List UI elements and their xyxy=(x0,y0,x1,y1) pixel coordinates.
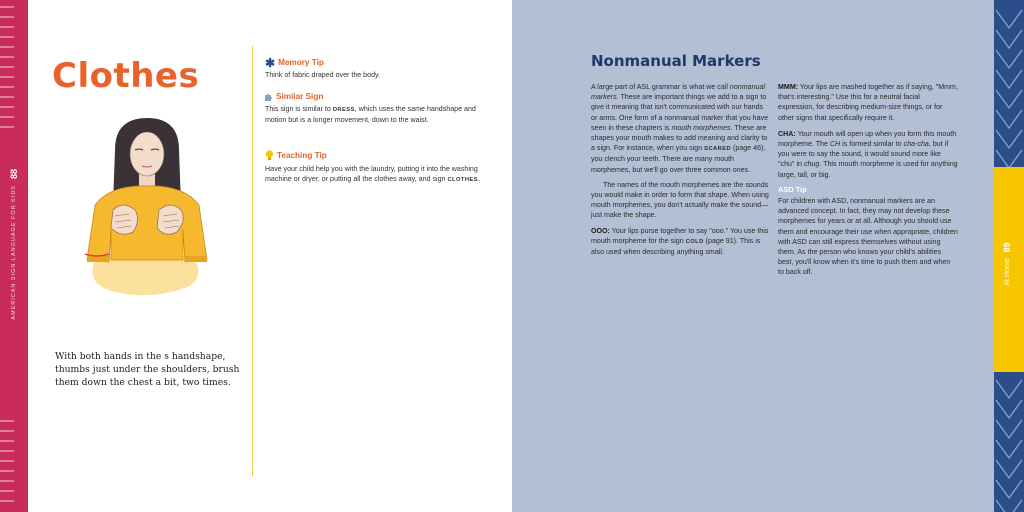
intro-paragraph: A large part of ASL grammar is what we call nonmanual markers. These are important things we add to a sign to give it meaning that isn't communicated with our hands or arms. One form of a nonmanual marker that you have seen in these chapters is mouth morphemes. These are shapes your mouth makes to add meaning and clarity to a sign. For instance, when you sign SCARED (page 46), you clench your teeth. There are many mouth morphemes, but we'll go over three common ones. xyxy=(591,83,769,174)
running-head: AMERICAN SIGN LANGUAGE FOR KIDS xyxy=(11,185,17,320)
ooo-paragraph: OOO: Your lips purse together to say "ooo." You use this mouth morpheme for the sign COLD (page 91). This is also used when describing anything small. xyxy=(591,226,769,257)
memory-tip-body: Think of fabric draped over the body. xyxy=(265,71,381,79)
teaching-tip xyxy=(265,150,495,185)
morpheme-names-paragraph: The names of the mouth morphemes are the sounds you would make in order to form that shape. When using mouth morphemes, you don't actually make the sound—just make the shape. xyxy=(591,180,769,220)
asd-tip-body: For children with ASD, nonmanual markers are an advanced concept. In fact, they may not develop these morphemes for years or at all. Although you should use them and encourage their use when appropriate, children with ASD can still express themselves without using them. As the person who knows your child's abilities best, you'll know when it's time to push them and when to back off. xyxy=(778,197,958,277)
page-title: Clothes xyxy=(52,56,200,96)
tips-divider xyxy=(252,46,253,476)
lightbulb-icon xyxy=(265,150,274,161)
memory-tip-heading: Memory Tip xyxy=(278,58,324,67)
page-number: 88 xyxy=(9,169,19,180)
mmm-paragraph: MMM: Your lips are mashed together as if saying, "Mmm, that's interesting." Use this for a neutral facial expression, for describing medium-size things, or for other signs that specifically require it. xyxy=(778,83,958,122)
chapter-tab xyxy=(994,167,1024,372)
similar-sign-body: This sign is similar to DRESS, which uses the same handshape and motion but is a longer movement, down to the waist. xyxy=(265,105,476,125)
sign-illustration xyxy=(55,110,235,300)
teaching-tip-heading: Teaching Tip xyxy=(277,151,327,160)
teaching-tip-body: Have your child help you with the laundry, putting it into the washing machine or dryer, or putting all the clothes away, and sign CLOTHES. xyxy=(265,165,480,184)
cha-paragraph: CHA: Your mouth will open up when you form this mouth morpheme. The CH is formed similar to cha-cha, but if you were to say the sound, it would sound more like "chu" in chug. This mouth morpheme is used for anything large, tall, or big. xyxy=(778,129,958,179)
asd-tip-heading: ASD Tip xyxy=(778,184,807,194)
asterisk-icon: ✱ xyxy=(265,55,276,70)
text-column-2 xyxy=(778,82,958,283)
sign-instructions: With both hands in the s handshape, thumbs just under the shoulders, brush them down the chest a bit, two times. xyxy=(55,351,240,388)
memory-tip xyxy=(265,55,495,80)
left-edge-band xyxy=(0,0,28,512)
similar-sign xyxy=(265,92,495,125)
right-page xyxy=(512,0,1024,512)
section-title: Nonmanual Markers xyxy=(591,52,761,70)
chapter-name: At Home xyxy=(1003,258,1011,286)
similar-sign-heading: Similar Sign xyxy=(276,92,324,101)
puzzle-icon xyxy=(265,93,273,101)
text-column-1 xyxy=(591,82,769,262)
page-number: 89 xyxy=(1002,242,1012,253)
